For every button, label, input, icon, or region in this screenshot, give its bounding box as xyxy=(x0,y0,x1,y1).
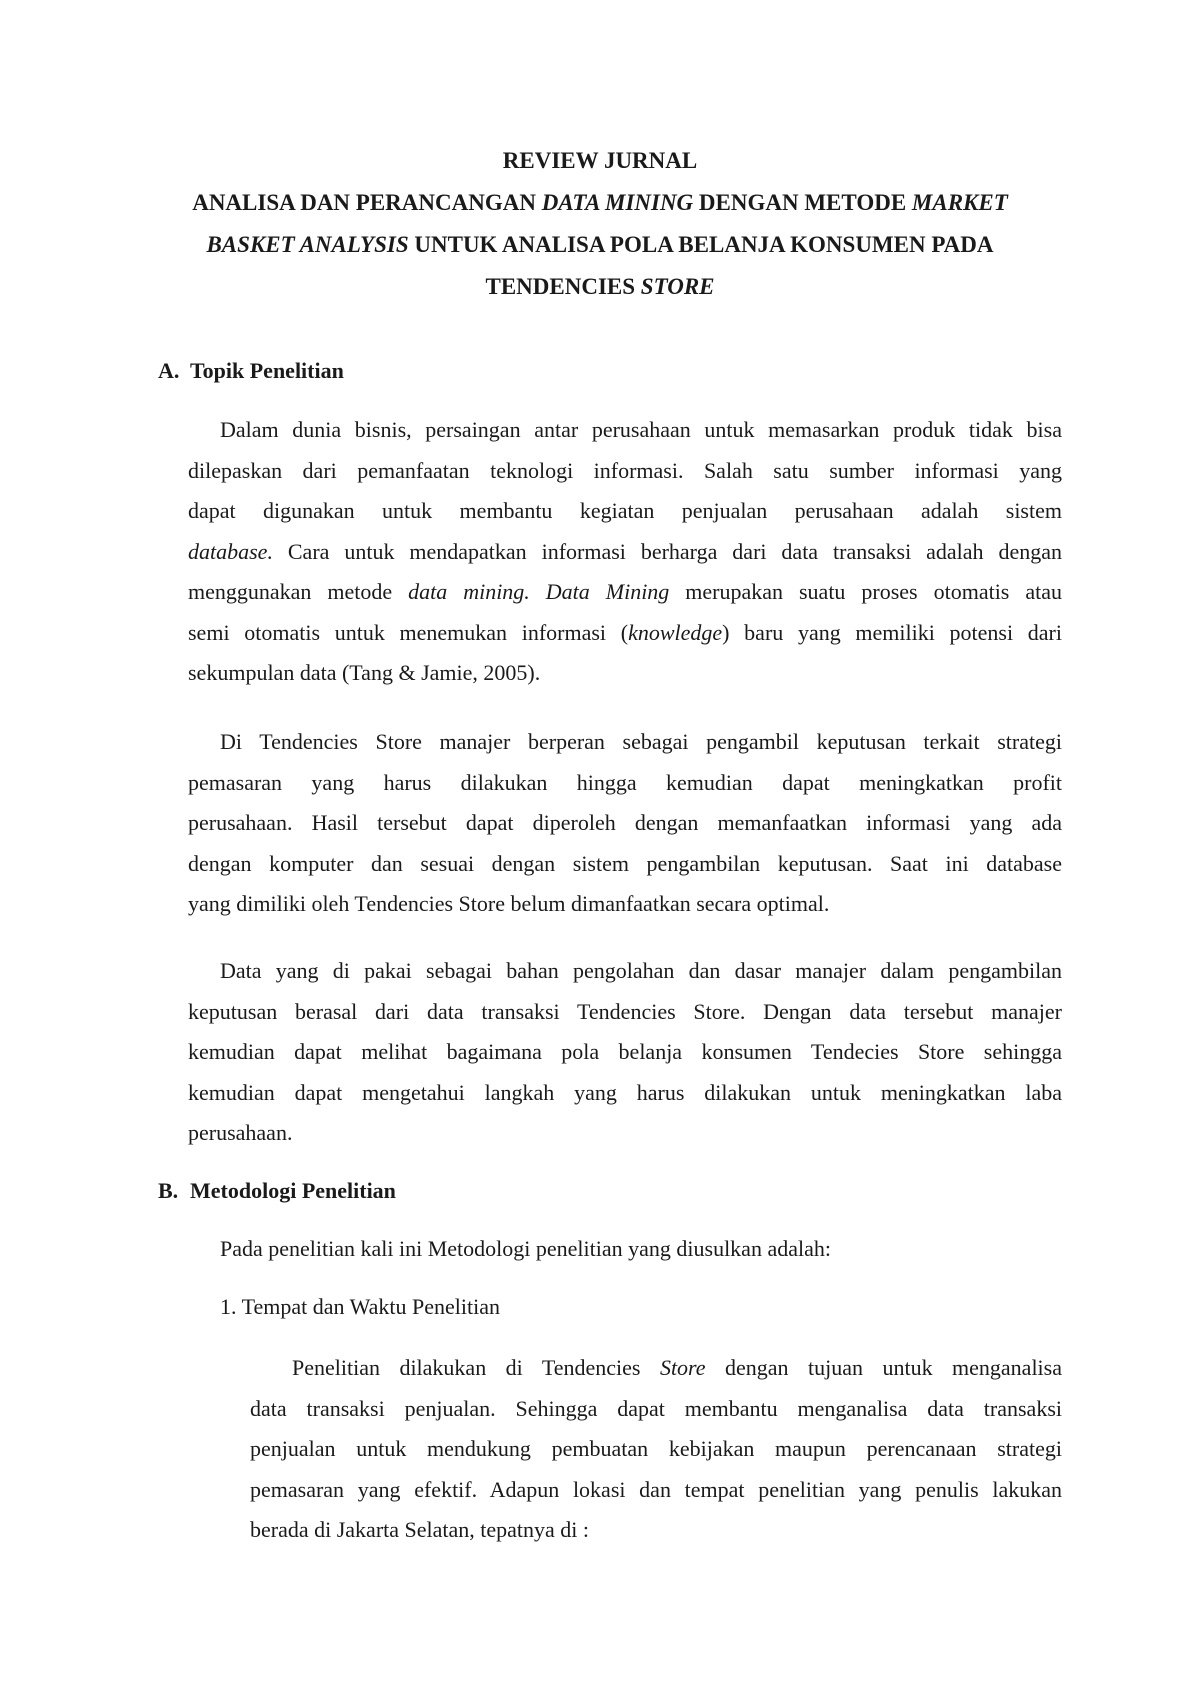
section-b-letter: B. xyxy=(158,1178,179,1203)
title-line-3: BASKET ANALYSIS UNTUK ANALISA POLA BELANJA KONSUMEN PADA xyxy=(206,232,994,257)
section-a-paragraph-2: Di Tendencies Store manajer berperan sebagai pengambil keputusan terkait strategi pemasaran yang harus dilakukan hingga kemudian dapat meningkatkan profit perusahaan. Hasil tersebut dapat diperoleh dengan memanfaatkan informasi yang ada dengan komputer dan sesuai dengan sistem pengambilan keputusan. Saat ini database yang dimiliki oleh Tendencies Store belum dimanfaatkan secara optimal. xyxy=(188,729,1062,916)
title-line-4: TENDENCIES STORE xyxy=(485,274,715,299)
section-b-paragraph-1: Penelitian dilakukan di Tendencies Store dengan tujuan untuk menganalisa data transaksi penjualan. Sehingga dapat membantu menganalisa data transaksi penjualan untuk mendukung pembuatan kebijakan maupun perencanaan strategi pemasaran yang efektif. Adapun lokasi dan tempat penelitian yang penulis lakukan berada di Jakarta Selatan, tepatnya di : xyxy=(250,1355,1062,1542)
section-b-title: Metodologi Penelitian xyxy=(190,1178,396,1203)
section-a-paragraph-1: Dalam dunia bisnis, persaingan antar perusahaan untuk memasarkan produk tidak bisa dilepaskan dari pemanfaatan teknologi informasi. Salah satu sumber informasi yang dapat digunakan untuk membantu kegiatan penjualan perusahaan adalah sistem database. Cara untuk mendapatkan informasi berharga dari data transaksi adalah dengan menggunakan metode data mining. Data Mining merupakan suatu proses otomatis atau semi otomatis untuk menemukan informasi (knowledge) baru yang memiliki potensi dari sekumpulan data (Tang & Jamie, 2005). xyxy=(188,417,1062,685)
section-a-heading xyxy=(158,358,344,384)
section-b-item-1: 1. Tempat dan Waktu Penelitian xyxy=(220,1294,500,1319)
section-b-heading xyxy=(158,1178,396,1204)
title-line-1: REVIEW JURNAL xyxy=(502,148,698,173)
document-title xyxy=(150,140,1050,308)
title-line-2: ANALISA DAN PERANCANGAN DATA MINING DENGAN METODE MARKET xyxy=(192,190,1008,215)
section-b-intro: Pada penelitian kali ini Metodologi penelitian yang diusulkan adalah: xyxy=(220,1236,831,1261)
section-a-letter: A. xyxy=(158,358,180,383)
section-a-paragraph-3: Data yang di pakai sebagai bahan pengolahan dan dasar manajer dalam pengambilan keputusan berasal dari data transaksi Tendencies Store. Dengan data tersebut manajer kemudian dapat melihat bagaimana pola belanja konsumen Tendecies Store sehingga kemudian dapat mengetahui langkah yang harus dilakukan untuk meningkatkan laba perusahaan. xyxy=(188,958,1062,1145)
section-a-title: Topik Penelitian xyxy=(190,358,344,383)
